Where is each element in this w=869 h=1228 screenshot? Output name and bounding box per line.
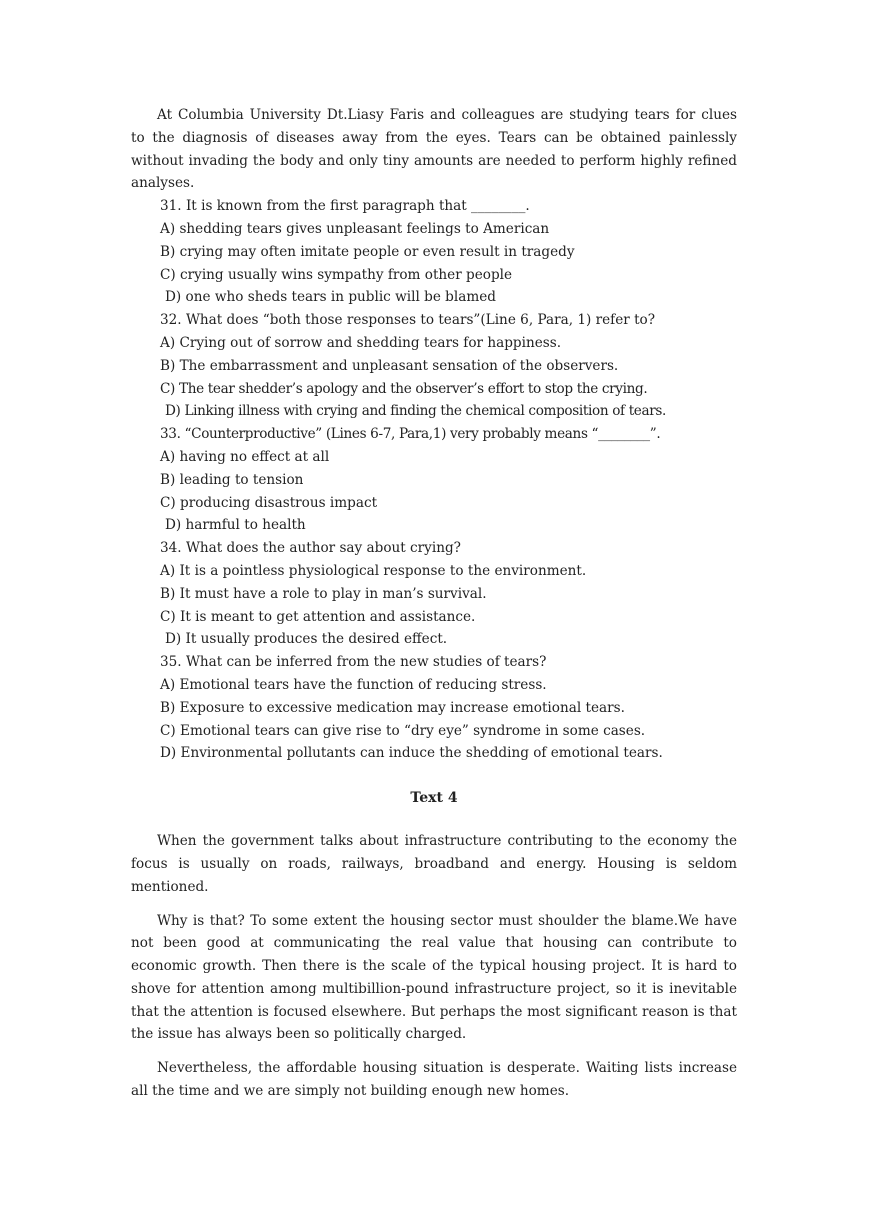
option-b: B) Exposure to excessive medication may increase emotional tears. xyxy=(160,699,625,716)
question-31 xyxy=(131,195,737,309)
option-a: A) Emotional tears have the function of reducing stress. xyxy=(160,676,547,693)
intro-paragraph: At Columbia University Dt.Liasy Faris and colleagues are studying tears for clues to the diagnosis of diseases away from the eyes. Tears can be obtained painlessly without invading the body and only tiny amounts are needed to perform highly refined analyses. xyxy=(131,107,737,192)
text4-paragraph-3: Nevertheless, the affordable housing situation is desperate. Waiting lists increase all the time and we are simply not building enough new homes. xyxy=(131,1060,737,1100)
question-stem: 34. What does the author say about crying? xyxy=(160,540,461,557)
question-35 xyxy=(131,651,737,765)
option-a: A) shedding tears gives unpleasant feelings to American xyxy=(160,220,550,237)
option-a: A) It is a pointless physiological response to the environment. xyxy=(160,562,587,579)
option-c: C) It is meant to get attention and assistance. xyxy=(160,608,476,625)
option-c: C) The tear shedder’s apology and the observer’s effort to stop the crying. xyxy=(160,380,648,397)
option-b: B) The embarrassment and unpleasant sensation of the observers. xyxy=(160,357,619,374)
option-d: D) Linking illness with crying and finding the chemical composition of tears. xyxy=(165,403,666,420)
text4-paragraph-2: Why is that? To some extent the housing sector must shoulder the blame.We have not been good at communicating the real value that housing can contribute to economic growth. Then there is the scale of the typical housing project. It is hard to shove for attention among multibillion-pound infrastructure project, so it is inevitable that the attention is focused elsewhere. But perhaps the most significant reason is that the issue has always been so politically charged. xyxy=(131,912,737,1043)
question-stem: 33. “Counterproductive” (Lines 6-7, Para,1) very probably means “________”. xyxy=(160,426,661,443)
text4-paragraph-1: When the government talks about infrastructure contributing to the economy the focus is usually on roads, railways, broadband and energy. Housing is seldom mentioned. xyxy=(131,833,737,895)
option-a: A) Crying out of sorrow and shedding tears for happiness. xyxy=(160,334,562,351)
section-title: Text 4 xyxy=(410,790,458,807)
document-page xyxy=(131,104,737,1103)
question-stem: 32. What does “both those responses to tears”(Line 6, Para, 1) refer to? xyxy=(160,312,656,329)
question-stem: 31. It is known from the first paragraph that ________. xyxy=(160,198,530,215)
option-d: D) one who sheds tears in public will be blamed xyxy=(165,289,496,306)
option-d: D) harmful to health xyxy=(165,517,306,534)
option-a: A) having no effect at all xyxy=(160,448,330,465)
option-b: B) leading to tension xyxy=(160,471,304,488)
option-b: B) It must have a role to play in man’s survival. xyxy=(160,585,487,602)
option-c: C) crying usually wins sympathy from other people xyxy=(160,266,513,283)
option-d: D) It usually produces the desired effect. xyxy=(165,631,448,648)
option-d: D) Environmental pollutants can induce the shedding of emotional tears. xyxy=(160,745,663,762)
question-32 xyxy=(131,309,737,423)
option-c: C) Emotional tears can give rise to “dry eye” syndrome in some cases. xyxy=(160,722,646,739)
option-b: B) crying may often imitate people or even result in tragedy xyxy=(160,243,575,260)
question-33 xyxy=(131,423,737,537)
question-34 xyxy=(131,537,737,651)
question-stem: 35. What can be inferred from the new studies of tears? xyxy=(160,654,547,671)
option-c: C) producing disastrous impact xyxy=(160,494,378,511)
